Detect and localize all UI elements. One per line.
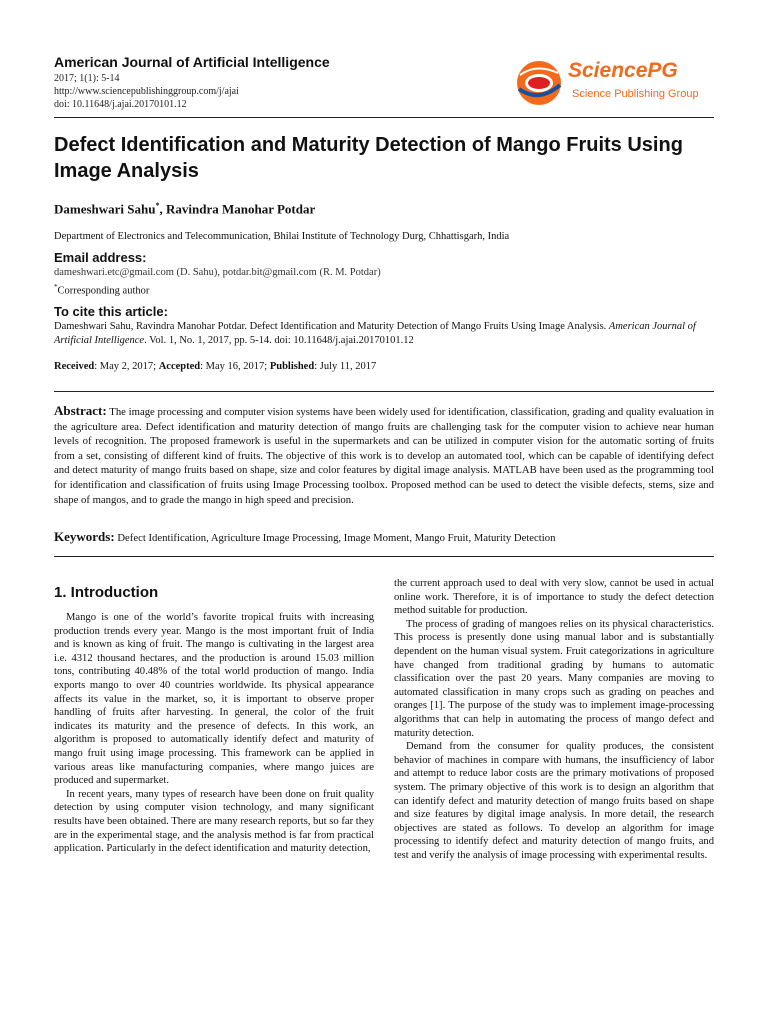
sciencepg-logo bbox=[514, 55, 714, 111]
paragraph: the current approach used to deal with very slow, cannot be used in actual online work. Therefore, it is of importance to study the defect detection method suitable for production. bbox=[394, 578, 714, 617]
published-date: : July 11, 2017 bbox=[314, 361, 377, 372]
author-2: , Ravindra Manohar Potdar bbox=[159, 201, 316, 217]
logo-brand: SciencePG bbox=[568, 59, 678, 82]
logo-subtitle: Science Publishing Group bbox=[572, 88, 699, 100]
accepted-label: Accepted bbox=[158, 361, 201, 372]
email-addresses[interactable]: dameshwari.etc@gmail.com (D. Sahu), potdar.bit@gmail.com (R. M. Potdar) bbox=[54, 267, 381, 278]
corresponding-note bbox=[54, 280, 714, 299]
abstract-label: Abstract: bbox=[54, 403, 107, 418]
received-date: : May 2, 2017; bbox=[94, 361, 159, 372]
body-divider bbox=[54, 556, 714, 557]
keywords-text: Defect Identification, Agriculture Image Processing, Image Moment, Mango Fruit, Maturity Detection bbox=[117, 532, 556, 544]
accepted-date: : May 16, 2017; bbox=[200, 361, 270, 372]
paragraph: Demand from the consumer for quality produces, the consistent behavior of machines in compare with humans, the insufficiency of labor and attempt to reduce labor costs are the primary motivations of proposed system. The primary objective of this work is to design an algorithm that can identify defect and maturity detection of mango fruits based on shape and size features by digital image analysis. In more detail, the research objectives are stated as follows. To develop an algorithm for image processing to identify defect and maturity detection of mango fruits, and test and verify the analysis of image processing with experimental results. bbox=[394, 741, 714, 861]
header-doi: doi: 10.11648/j.ajai.20170101.12 bbox=[54, 99, 187, 110]
paragraph: Mango is one of the world’s favorite tropical fruits with increasing production trends every year. Mango is the most important fruit of India and is known as king of fruit. The mango is cultivating in the largest area i.e. 4312 thousand hectares, and the production is around 15.03 million tons, contributing 40.48% of the total world production of mango. India exports mango to over 40 countries worldwide. Its physical appearance affects its value in the market, so, it is important to observe proper handling of fruits after harvesting. In general, the color of the fruit indicates its maturity and the presence of defects. In this work, an algorithm is proposed to automatically identify defect and maturity of mango fruit using image processing. This framework can be applied in various areas like manufacturing companies, where mango juices are produced and supermarket. bbox=[54, 612, 374, 787]
paragraph: The process of grading of mangoes relies on its physical characteristics. This process is presently done using manual labor and is substantially dependent on the human visual system. Fruit categorizations in agriculture have changed from traditional grading by humans to automatic classification over the past 20 years. Many companies are moving to automated classification in many crops such as grading on peaches and oranges [1]. The purpose of the study was to implement image-processing algorithms that can help in automating the process of mango defect and maturity detection. bbox=[394, 618, 714, 739]
keywords-label: Keywords: bbox=[54, 529, 115, 544]
affiliation: Department of Electronics and Telecommunication, Bhilai Institute of Technology Durg, Chhattisgarh, India bbox=[54, 231, 510, 242]
header-divider bbox=[54, 117, 714, 118]
paragraph: In recent years, many types of research have been done on fruit quality detection by using computer vision technology, and many significant results have been obtained. There are many research reports, but so far they are in the experimental stage, and the analysis method is far from practical application. Particularly in the defect identification and maturity detection, bbox=[54, 788, 374, 855]
volume-line: 2017; 1(1): 5-14 bbox=[54, 73, 120, 84]
corresponding-label: Corresponding author bbox=[57, 285, 150, 297]
paper-title: Defect Identification and Maturity Detection of Mango Fruits Using Image Analysis bbox=[54, 134, 683, 182]
abstract-divider bbox=[54, 391, 714, 392]
author-1: Dameshwari Sahu bbox=[54, 201, 156, 217]
journal-url[interactable]: http://www.sciencepublishinggroup.com/j/ajai bbox=[54, 86, 239, 97]
left-column bbox=[54, 611, 374, 856]
email-heading: Email address: bbox=[54, 250, 147, 265]
right-column bbox=[394, 577, 714, 862]
authors bbox=[54, 201, 315, 217]
article-dates bbox=[54, 360, 714, 374]
citation-journal: American Journal of Artificial Intelligence bbox=[54, 321, 696, 346]
citation bbox=[54, 320, 714, 348]
abstract bbox=[54, 404, 714, 507]
section-heading: 1. Introduction bbox=[54, 584, 159, 601]
corresponding-note-mark: * bbox=[54, 283, 58, 291]
cite-heading: To cite this article: bbox=[54, 304, 168, 319]
citation-details: . Vol. 1, No. 1, 2017, pp. 5-14. doi: 10.11648/j.ajai.20170101.12 bbox=[144, 335, 414, 346]
journal-title: American Journal of Artificial Intelligence bbox=[54, 54, 330, 70]
citation-text: Dameshwari Sahu, Ravindra Manohar Potdar. Defect Identification and Maturity Detection of Mango Fruits Using Image Analysis. bbox=[54, 321, 609, 332]
received-label: Received bbox=[54, 361, 95, 372]
keywords bbox=[54, 529, 714, 545]
published-label: Published bbox=[269, 361, 315, 372]
abstract-text: The image processing and computer vision systems have been widely used for identification, classification, grading and quality evaluation in the agriculture area. Defect identification and maturity detection of mango fruits are challenging task for the computer vision to achieve near human levels of recognition. The proposed framework is useful in the supermarkets and can be utilized in computer vision for the automatic sorting of fruits from a set, consisting of different kind of fruits. The objective of this work is to develop an automated tool, which can be capable of identifying defect and detect maturity of mango fruits based on shape, size and color features by digital image analysis. MATLAB have been used as the programming tool for identification and classification of fruits using Image Processing toolbox. Proposed method can be used to detect the visible defects, stems, size and shape of mangos, and to grade the mango in high speed and precision. bbox=[54, 406, 714, 506]
corresponding-mark: * bbox=[155, 201, 160, 210]
